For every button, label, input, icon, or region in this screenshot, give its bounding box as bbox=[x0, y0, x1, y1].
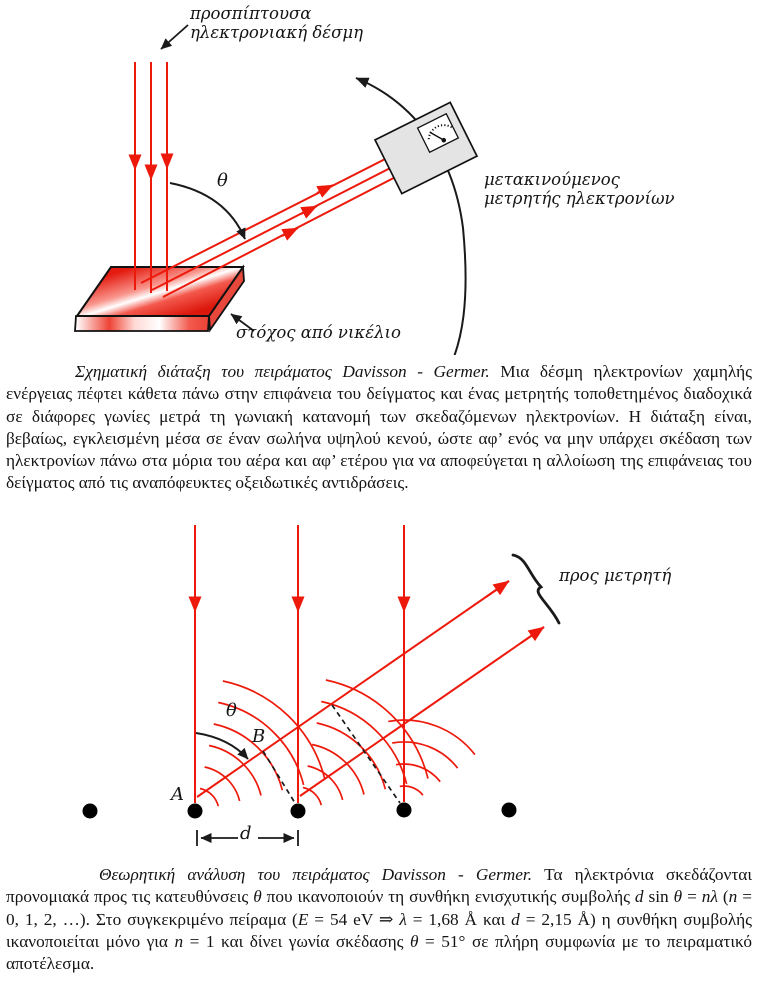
scattered-ray-b bbox=[300, 627, 544, 796]
target-label: στόχος από νικέλιο bbox=[236, 323, 401, 342]
point-b-label: B bbox=[252, 726, 266, 747]
theta-symbol-fig1: θ bbox=[217, 170, 228, 191]
caption-figure2: Θεωρητική ανάλυση του πειράματος Davisson - Germer. Τα ηλεκτρόνια σκεδάζονται προνομιακά προς τις κατευθύνσεις θ που ικανοποιούν τη συνθήκη ενισχυτικής συμβολής d sin θ = nλ (n = 0, 1, 2, …). Στο συγκεκριμένο πείραμα (E = 54 eV ⇒ λ = 1,68 Å και d = 2,15 Å) η συνθήκη συμβολής ικανοποιείται μόνο για n = 1 και δίνει γωνία σκέδασης θ = 51° σε πλήρη συμφωνία με το πειραματικό αποτέλεσμα. bbox=[6, 865, 752, 974]
wavefront-dashed-lines bbox=[263, 705, 400, 803]
atoms-row bbox=[83, 803, 517, 819]
atom-dot bbox=[83, 804, 98, 819]
theta-angle-arc-fig2 bbox=[196, 733, 248, 759]
scattered-beam bbox=[141, 155, 411, 297]
brace-icon bbox=[513, 555, 559, 623]
to-counter-label: προς μετρητή bbox=[559, 566, 672, 585]
point-a-label: A bbox=[171, 784, 184, 805]
theta-angle-arc bbox=[170, 183, 245, 239]
atom-dot bbox=[291, 804, 306, 819]
incident-beam-label bbox=[190, 4, 363, 42]
detector-label-line2: μετρητής ηλεκτρονίων bbox=[484, 189, 675, 208]
atom-dot bbox=[502, 803, 517, 818]
incident-label-arrow bbox=[161, 25, 188, 49]
nickel-target bbox=[75, 267, 244, 331]
detector-label bbox=[484, 170, 675, 208]
detector-label-line1: μετακινούμενος bbox=[484, 170, 620, 189]
incident-beam-label-line2: ηλεκτρονιακή δέσμη bbox=[190, 23, 364, 42]
theta-symbol-fig2: θ bbox=[226, 700, 237, 721]
caption-figure1: Σχηματική διάταξη του πειράματος Davisson - Germer. Μια δέσμη ηλεκτρονίων χαμηλής ενέργειας πέφτει κάθετα πάνω στην επιφάνεια του δείγματος και ένας μετρητής τοποθετημένος διαδοχικά σε διάφορες γωνίες μετρά τη γωνιακή κατανομή των σκεδαζόμενων ηλεκτρονίων. Η διάταξη είναι, βεβαίως, εγκλεισμένη μέσα σε έναν σωλήνα υψηλού κενού, ώστε αφ’ ενός να μην υπάρχει σκέδαση των ηλεκτρονίων πάνω στα μόρια του αέρα και αφ’ ετέρου για να αποφεύγεται η αλλοίωση της επιφάνειας του δείγματος από τις αναπόφευκτες οξειδωτικές αντιδράσεις. bbox=[6, 362, 752, 493]
spacing-d-label: d bbox=[240, 823, 252, 844]
incident-beam bbox=[135, 62, 167, 293]
atom-dot bbox=[397, 803, 412, 818]
scattered-ray-a bbox=[197, 581, 509, 797]
atom-dot bbox=[188, 804, 203, 819]
incident-beam-label-line1: προσπίπτουσα bbox=[190, 4, 312, 23]
